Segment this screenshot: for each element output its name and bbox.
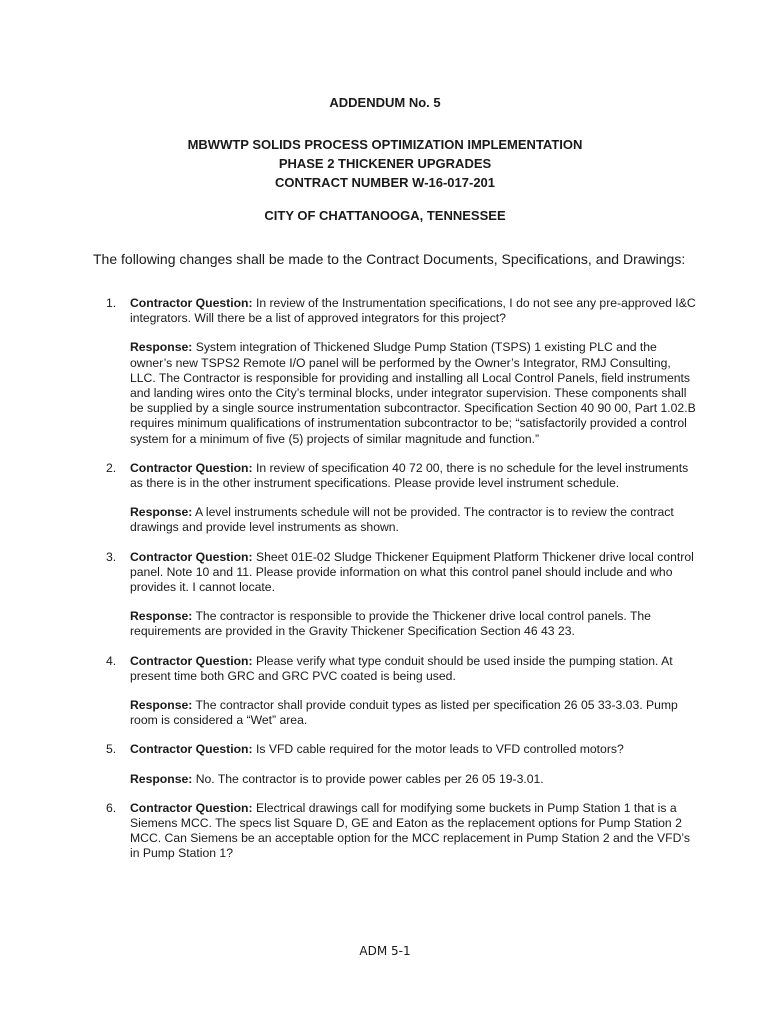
contract-number: CONTRACT NUMBER W-16-017-201 [274, 175, 496, 190]
list-item [106, 550, 696, 640]
project-title-block [0, 135, 770, 192]
project-phase: PHASE 2 THICKENER UPGRADES [278, 156, 492, 171]
list-item [106, 461, 696, 536]
question-label: Contractor Question: [130, 549, 253, 564]
question-label: Contractor Question: [130, 653, 253, 668]
response-label: Response: [130, 340, 193, 355]
list-item [106, 296, 696, 447]
page-footer: ADM 5-1 [359, 944, 411, 958]
question-text: Sheet 01E-02 Sludge Thickener Equipment Platform Thickener drive local control panel. Note 10 and 11. Please provide information on what this control panel should include and who provides it. I cannot locate. [130, 549, 694, 595]
response-text: No. The contractor is to provide power cables per 26 05 19-3.01. [195, 771, 544, 786]
response-label: Response: [130, 609, 193, 624]
question-label: Contractor Question: [130, 460, 253, 475]
question-label: Contractor Question: [130, 742, 253, 757]
intro-paragraph: The following changes shall be made to the Contract Documents, Specifications, and Drawings: [93, 251, 686, 267]
question-paragraph [130, 654, 696, 684]
question-response-list [106, 296, 696, 876]
question-paragraph [130, 461, 696, 491]
list-item [106, 654, 696, 729]
item-number: 5. [106, 742, 117, 757]
item-number: 4. [106, 653, 117, 668]
question-paragraph [130, 296, 696, 326]
item-number: 6. [106, 800, 117, 815]
question-text: In review of the Instrumentation specifications, I do not see any pre-approved I&C integrators. Will there be a list of approved integrators for this project? [130, 296, 696, 326]
item-number: 1. [106, 296, 117, 310]
response-text: A level instruments schedule will not be provided. The contractor is to review the contract drawings and provide level instruments as shown. [130, 505, 674, 535]
question-text: Electrical drawings call for modifying some buckets in Pump Station 1 that is a Siemens MCC. The specs list Square D, GE and Eaton as the replacement options for Pump Station 2 MCC. Can Siemens be an acceptable option for the MCC replacement in Pump Station 2 and the VFD’s in Pump Station 1? [130, 800, 691, 861]
response-text: System integration of Thickened Sludge Pump Station (TSPS) 1 existing PLC and the owner’s new TSPS2 Remote I/O panel will be performed by the Owner’s Integrator, RMJ Consulting, LLC. The Contractor is responsible for providing and installing all Local Control Panels, field instruments and landing wires onto the City’s terminal blocks, under integrator supervision. These components shall be supplied by a single source instrumentation subcontractor. Specification Section 40 90 00, Part 1.02.B requires minimum qualifications of instrumentation subcontractor to be; “satisfactorily provided a control system for a minimum of five (5) projects of similar magnitude and function.” [130, 340, 696, 446]
response-paragraph [130, 340, 696, 446]
response-paragraph [130, 698, 696, 728]
response-paragraph [130, 772, 696, 787]
addendum-title: ADDENDUM No. 5 [329, 95, 441, 110]
city-title: CITY OF CHATTANOOGA, TENNESSEE [264, 208, 506, 223]
question-text: Is VFD cable required for the motor leads to VFD controlled motors? [255, 742, 624, 757]
response-text: The contractor shall provide conduit types as listed per specification 26 05 33-3.03. Pump room is considered a “Wet” area. [130, 698, 678, 728]
response-paragraph [130, 609, 696, 639]
list-item [106, 801, 696, 862]
question-label: Contractor Question: [130, 800, 253, 815]
question-paragraph [130, 550, 696, 596]
item-number: 3. [106, 549, 117, 564]
response-paragraph [130, 505, 696, 535]
question-paragraph [130, 801, 696, 862]
question-paragraph [130, 742, 696, 757]
response-text: The contractor is responsible to provide the Thickener drive local control panels. The requirements are provided in the Gravity Thickener Specification Section 46 43 23. [130, 609, 651, 639]
response-label: Response: [130, 505, 193, 520]
list-item [106, 742, 696, 786]
response-label: Response: [130, 698, 193, 713]
question-text: Please verify what type conduit should be used inside the pumping station. At present time both GRC and GRC PVC coated is being used. [130, 653, 673, 683]
project-name: MBWWTP SOLIDS PROCESS OPTIMIZATION IMPLEMENTATION [187, 137, 583, 152]
question-text: In review of specification 40 72 00, there is no schedule for the level instruments as there is in the other instrument specifications. Please provide level instrument schedule. [130, 460, 689, 491]
question-label: Contractor Question: [130, 296, 253, 310]
response-label: Response: [130, 771, 193, 786]
item-number: 2. [106, 460, 117, 475]
